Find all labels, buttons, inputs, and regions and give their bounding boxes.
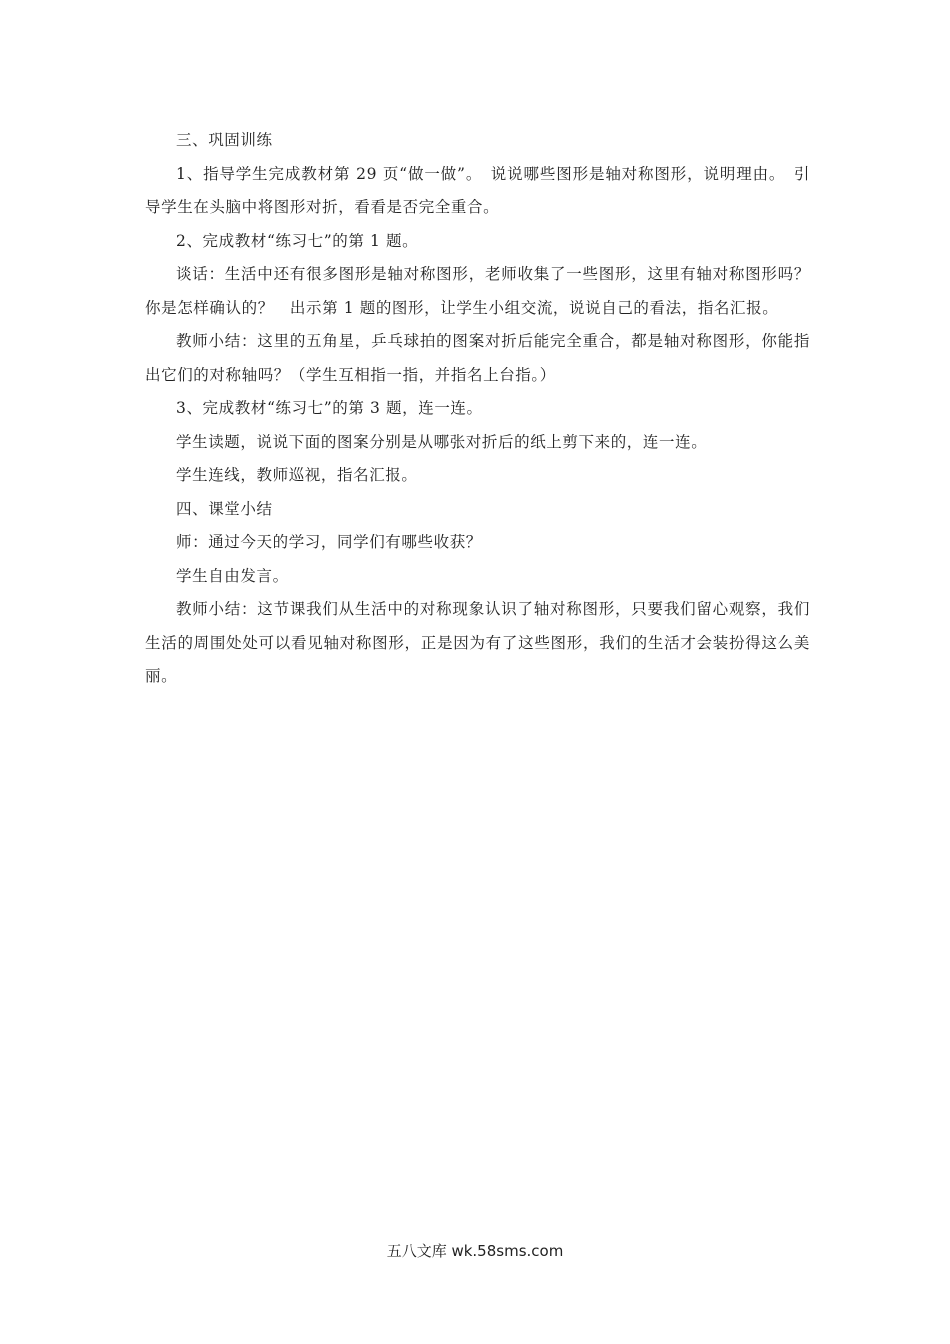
paragraph: 学生读题，说说下面的图案分别是从哪张对折后的纸上剪下来的，连一连。 [176, 432, 708, 451]
paragraph: 1、指导学生完成教材第 29 页“做一做”。 说说哪些图形是轴对称图形，说明理由。 引导学生在头脑中将图形对折，看看是否完全重合。 [145, 164, 810, 216]
paragraph: 谈话：生活中还有很多图形是轴对称图形，老师收集了一些图形，这里有轴对称图形吗？你是怎样确认的？ 出示第 1 题的图形，让学生小组交流，说说自己的看法，指名汇报。 [145, 265, 810, 317]
paragraph: 教师小结：这节课我们从生活中的对称现象认识了轴对称图形，只要我们留心观察，我们生活的周围处处可以看见轴对称图形，正是因为有了这些图形，我们的生活才会装扮得这么美丽。 [145, 600, 810, 685]
section-heading: 三、巩固训练 [176, 131, 273, 149]
paragraph: 教师小结：这里的五角星，乒乓球拍的图案对折后能完全重合，都是轴对称图形，你能指出它们的对称轴吗？（学生互相指一指，并指名上台指。） [145, 332, 810, 384]
paragraph: 学生连线，教师巡视，指名汇报。 [176, 466, 418, 484]
paragraph: 3、完成教材“练习七”的第 3 题，连一连。 [176, 399, 483, 417]
paragraph: 2、完成教材“练习七”的第 1 题。 [176, 231, 419, 250]
document-body [145, 124, 810, 694]
paragraph: 师：通过今天的学习，同学们有哪些收获？ [176, 533, 482, 551]
page-footer: 五八文库 wk.58sms.com [386, 1242, 564, 1260]
section-heading: 四、课堂小结 [176, 499, 273, 518]
paragraph: 学生自由发言。 [176, 566, 289, 585]
